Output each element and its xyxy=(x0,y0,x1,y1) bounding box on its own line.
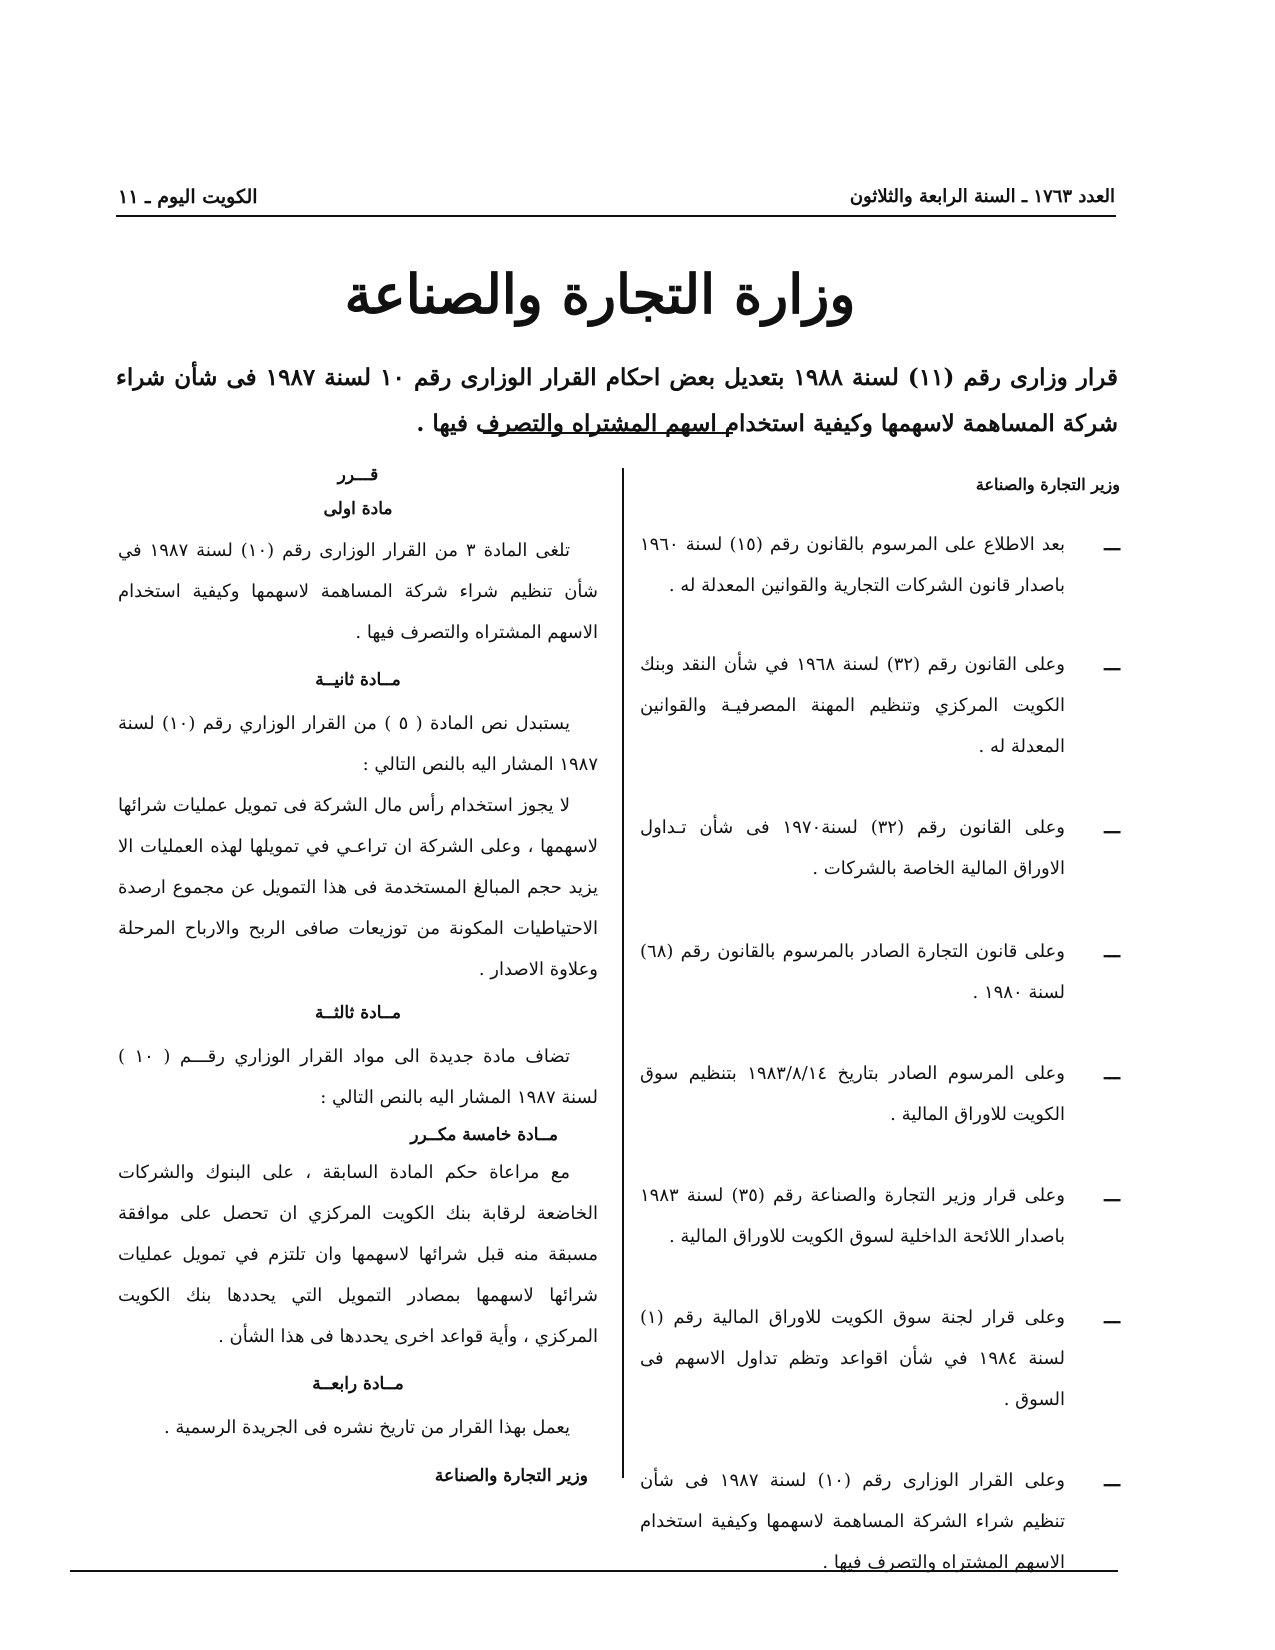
clause-dash: ـــ xyxy=(1104,1307,1120,1328)
clause-text: وعلى قرار وزير التجارة والصناعة رقم (٣٥) لسنة ١٩٨٣ باصدار اللائحة الداخلية لسوق الكويت للاوراق المالية . xyxy=(640,1185,1065,1247)
clause-dash: ـــ xyxy=(1104,941,1120,962)
page-label: الكويت اليوم ـ ١١ xyxy=(118,186,258,208)
clause-dash: ـــ xyxy=(1104,654,1120,675)
decree-word: قـــرر xyxy=(337,465,379,485)
article-title: مــادة رابعــة xyxy=(312,1374,404,1394)
clause-dash: ـــ xyxy=(1104,817,1120,838)
article-text: تلغى المادة ٣ من القرار الوزارى رقم (١٠) لسنة ١٩٨٧ في شأن تنظيم شراء شركة المساهمة لاسهمها وكيفية استخدام الاسهم المشتراه والتصرف فيها . xyxy=(118,540,598,643)
article-title: مادة اولى xyxy=(323,499,393,519)
preamble-heading: وزير التجارة والصناعة xyxy=(975,475,1120,494)
preamble-clause xyxy=(640,931,1120,1013)
preamble-clause xyxy=(640,1460,1120,1583)
column-divider xyxy=(622,468,624,1478)
clause-text: وعلى قانون التجارة الصادر بالمرسوم بالقانون رقم (٦٨) لسنة ١٩٨٠ . xyxy=(640,941,1065,1003)
preamble-clause xyxy=(640,807,1120,889)
clause-dash: ـــ xyxy=(1104,534,1120,555)
footer-rule xyxy=(70,1570,1118,1572)
article-intro: يستبدل نص المادة ( ٥ ) من القرار الوزاري رقم (١٠) لسنة ١٩٨٧ المشار اليه بالنص التالي : xyxy=(118,713,598,775)
preamble-column xyxy=(640,475,1120,1583)
clause-text: بعد الاطلاع على المرسوم بالقانون رقم (١٥) لسنة ١٩٦٠ باصدار قانون الشركات التجارية والقوانين المعدلة له . xyxy=(640,534,1065,596)
article-title: مــادة ثانيــة xyxy=(315,670,401,690)
signoff: وزير التجارة والصناعة xyxy=(434,1466,588,1486)
preamble-clause xyxy=(640,1297,1120,1420)
article-title: مــادة خامسة مكــرر xyxy=(410,1125,558,1145)
title-divider xyxy=(483,432,733,434)
clause-text: وعلى قرار لجنة سوق الكويت للاوراق المالية رقم (١) لسنة ١٩٨٤ في شأن اقواعد وتظم تداول الاسهم فى السوق . xyxy=(640,1307,1065,1410)
clause-text: وعلى المرسوم الصادر بتاريخ ١٩٨٣/٨/١٤ بتنظيم سوق الكويت للاوراق المالية . xyxy=(640,1063,1065,1125)
article-text: مع مراعاة حكم المادة السابقة ، على البنوك والشركات الخاضعة لرقابة بنك الكويت المركزي ان تحصل على موافقة مسبقة منه قبل شرائها لاسهمها وان تلتزم في تمويل عمليات شرائها لاسهمها بمصادر التمويل التي يحددها بنك الكويت المركزي ، وأية قواعد اخرى يحددها فى هذا الشأن . xyxy=(118,1162,598,1347)
preamble-clause xyxy=(640,644,1120,767)
clause-dash: ـــ xyxy=(1104,1470,1120,1491)
clause-text: وعلى القانون رقم (٣٢) لسنة ١٩٦٨ في شأن النقد وبنك الكويت المركزي وتنظيم المهنة المصرفيـة والقوانين المعدلة له . xyxy=(640,654,1065,757)
clause-text: وعلى القانون رقم (٣٢) لسنة١٩٧٠ فى شأن تـداول الاوراق المالية الخاصة بالشركات . xyxy=(640,817,1066,879)
header-rule xyxy=(116,215,1116,217)
preamble-clause xyxy=(640,1175,1120,1257)
preamble-clause xyxy=(640,524,1120,606)
article-text: لا يجوز استخدام رأس مال الشركة فى تمويل عمليات شرائها لاسهمها ، وعلى الشركة ان تراعـي في تمويلها لهذه العمليات الا يزيد حجم المبالغ المستخدمة فى هذا التمويل عن مجموع ارصدة الاحتياطيات المكونة من توزيعات صافى الربح والارباح المرحلة وعلاوة الاصدار . xyxy=(118,795,598,980)
article-title: مــادة ثالثــة xyxy=(315,1003,401,1023)
article-text: يعمل بهذا القرار من تاريخ نشره فى الجريدة الرسمية . xyxy=(163,1417,570,1438)
issue-label: العدد ١٧٦٣ ـ السنة الرابعة والثلاثون xyxy=(849,186,1115,207)
article-intro: تضاف مادة جديدة الى مواد القرار الوزاري رقـــم ( ١٠ ) لسنة ١٩٨٧ المشار اليه بالنص التالي : xyxy=(118,1046,598,1108)
clause-dash: ـــ xyxy=(1104,1063,1120,1084)
ministry-title: وزارة التجارة والصناعة xyxy=(344,262,856,326)
clause-dash: ـــ xyxy=(1104,1185,1120,1206)
clause-text: وعلى القرار الوزارى رقم (١٠) لسنة ١٩٨٧ فى شأن تنظيم شراء الشركة المساهمة لاسهمها وكيفية استخدام الاسهم المشتراه والتصرف فيها . xyxy=(640,1470,1065,1573)
preamble-clause xyxy=(640,1053,1120,1135)
decision-title: قرار وزارى رقم (١١) لسنة ١٩٨٨ بتعديل بعض احكام القرار الوزارى رقم ١٠ لسنة ١٩٨٧ فى شأن شراء شركة المساهمة لاسهمها وكيفية استخدام اسهم المشتراه والتصرف فيها . xyxy=(116,364,1118,437)
articles-column xyxy=(118,458,598,1497)
